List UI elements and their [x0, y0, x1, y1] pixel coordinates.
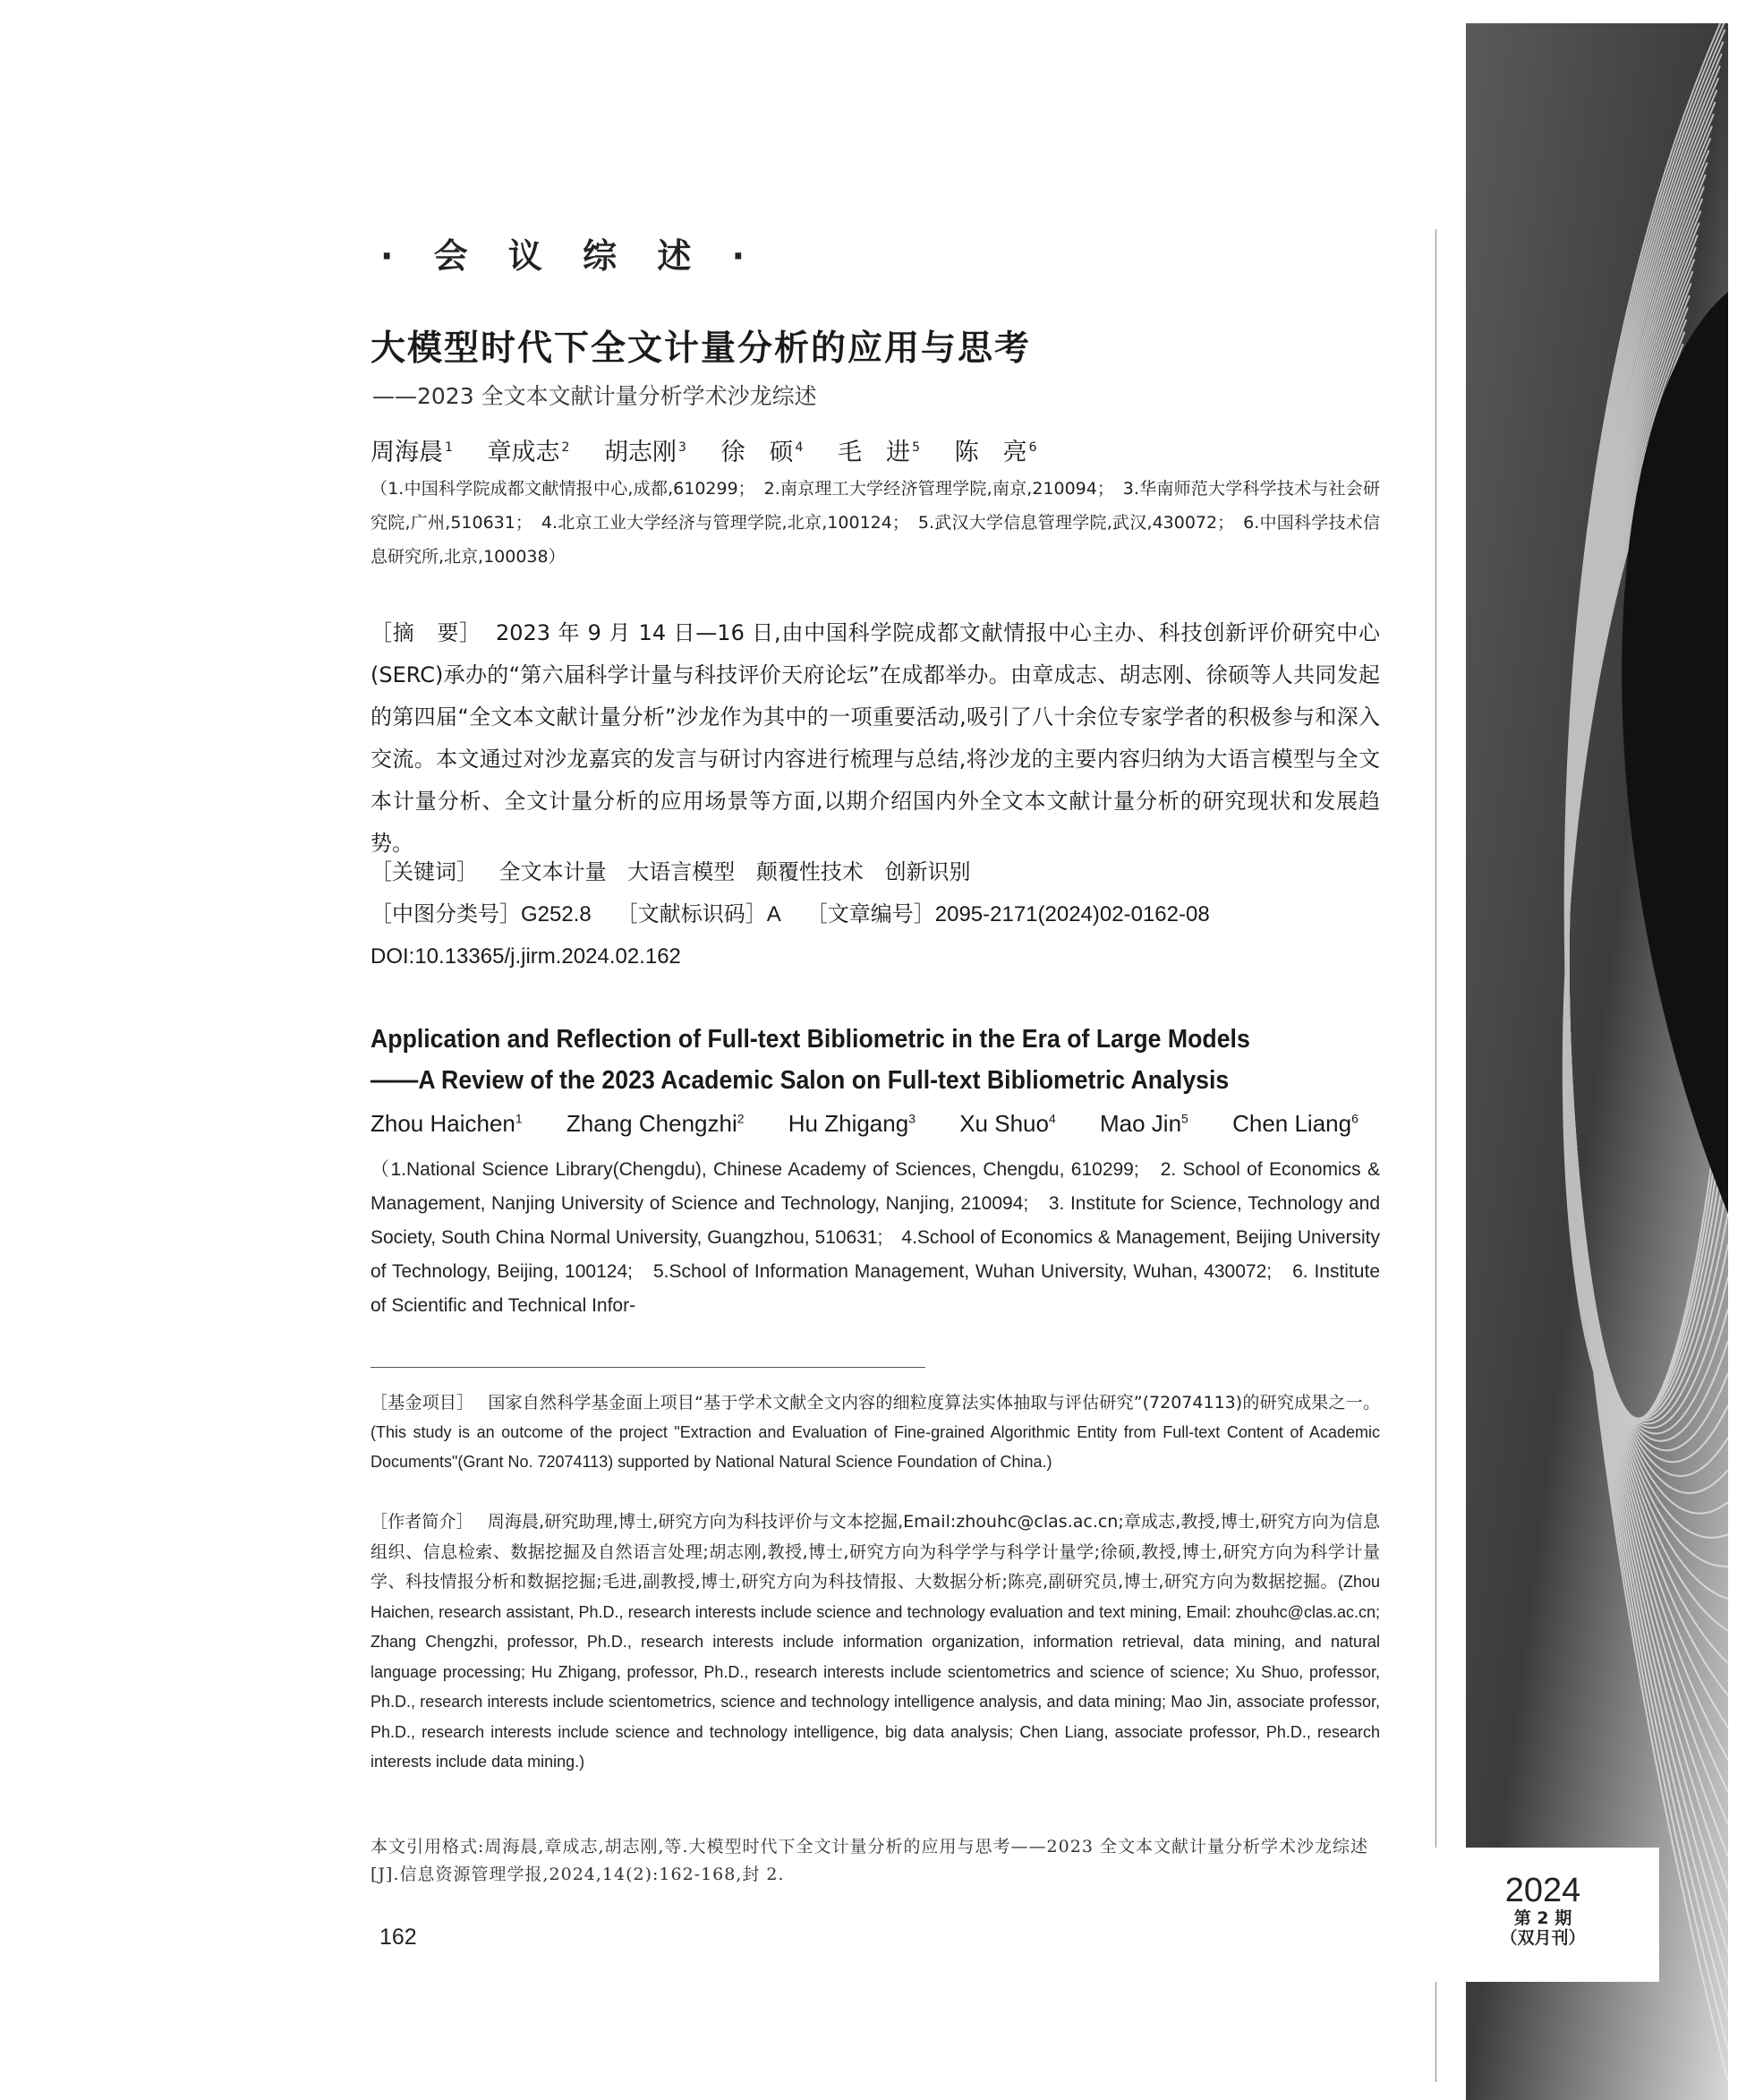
- author-en: Xu Shuo$^4$: [959, 1110, 1056, 1137]
- author-bio-note: [370, 1507, 1380, 1778]
- article-number-label: ［文章编号］: [805, 901, 935, 926]
- author-cn: 陈 亮 $^6$: [954, 439, 1037, 466]
- author-cn: 章成志 $^2$: [487, 439, 570, 466]
- page-number: 162: [379, 1925, 417, 1950]
- authors-cn: [370, 432, 1064, 467]
- keyword: 颠覆性技术: [755, 859, 864, 884]
- margin-rule: [1435, 229, 1436, 2082]
- title-en-line1: Application and Reflection of Full-text Bibliometric in the Era of Large Models: [370, 1025, 1250, 1054]
- affiliations-cn: （1.中国科学院成都文献情报中心,成都,610299； 2.南京理工大学经济管理学院,南京,210094； 3.华南师范大学科学技术与社会研究院,广州,510631； 4.北京工业大学经济与管理学院,北京,100124； 5.武汉大学信息管理学院,武汉,430072； 6.中国科学技术信息研究所,北京,100038）: [370, 479, 1380, 567]
- author-cn: 徐 硕 $^4$: [720, 439, 804, 466]
- title-cn: 大模型时代下全文计量分析的应用与思考: [370, 329, 1032, 369]
- footnote-rule: [370, 1367, 925, 1368]
- doi: DOI:10.13365/j.jirm.2024.02.162: [370, 944, 681, 969]
- fund-text-cn: 国家自然科学基金面上项目“基于学术文献全文内容的细粒度算法实体抽取与评估研究”(72074113)的研究成果之一。: [488, 1393, 1380, 1413]
- cover-swirl-graphic: [1466, 23, 1728, 2100]
- doc-code-label: ［文献标识码］: [616, 901, 767, 926]
- abstract-text: 2023 年 9 月 14 日—16 日,由中国科学院成都文献情报中心主办、科技创新评价研究中心(SERC)承办的“第六届科学计量与科技评价天府论坛”在成都举办。由章成志、胡志刚、徐硕等人共同发起的第四届“全文本文献计量分析”沙龙作为其中的一项重要活动,吸引了八十余位专家学者的积极参与和深入交流。本文通过对沙龙嘉宾的发言与研讨内容进行梳理与总结,将沙龙的主要内容归纳为大语言模型与全文本计量分析、全文计量分析的应用场景等方面,以期介绍国内外全文本文献计量分析的研究现状和发展趋势。: [370, 620, 1381, 856]
- author-en: Zhou Haichen$^1$: [370, 1110, 523, 1137]
- keyword: 全文本计量: [498, 859, 607, 884]
- bio-text-cn: 周海晨,研究助理,博士,研究方向为科技评价与文本挖掘,Email:zhouhc@clas.ac.cn;章成志,教授,博士,研究方向为信息组织、信息检索、数据挖掘及自然语言处理;胡志刚,教授,博士,研究方向为科学学与科学计量学;徐硕,教授,博士,研究方向为科学计量学、科技情报分析和数据挖掘;毛进,副教授,博士,研究方向为科技情报、大数据分析;陈亮,副研究员,博士,研究方向为数据挖掘。: [370, 1512, 1380, 1592]
- clc-value: G252.8: [521, 902, 592, 926]
- fund-note: [370, 1388, 1380, 1477]
- author-en: Zhang Chengzhi$^2$: [566, 1110, 745, 1137]
- author-cn: 周海晨 $^1$: [370, 439, 453, 466]
- author-cn: 毛 进 $^5$: [838, 439, 920, 466]
- section-label: · 会 议 综 述 ·: [380, 236, 760, 276]
- cover-decoration: [1466, 23, 1728, 2100]
- bio-label: ［作者简介］: [370, 1512, 473, 1532]
- keywords: [370, 851, 1380, 893]
- title-en: [370, 1019, 1391, 1101]
- keywords-label: ［关键词］: [370, 859, 478, 884]
- keyword: 大语言模型: [627, 859, 736, 884]
- author-cn: 胡志刚 $^3$: [604, 439, 686, 466]
- publication-frequency: （双月刊）: [1500, 1928, 1586, 1948]
- fund-text-en: (This study is an outcome of the project "Extraction and Evaluation of Fine-grained Algorithmic Entity from Full-text Content of Academic Documents"(Grant No. 72074113) supported by National Natural Science Foundation of China.): [370, 1423, 1380, 1471]
- authors-en: [370, 1110, 1396, 1138]
- subtitle-cn: ——2023 全文本文献计量分析学术沙龙综述: [372, 383, 817, 409]
- bio-text-en: (Zhou Haichen, research assistant, Ph.D., research interests include science and technology evaluation and text mining, Email: zhouhc@clas.ac.cn; Zhang Chengzhi, professor, Ph.D., research interests include information organization, information retrieval, data mining, and natural language processing; Hu Zhigang, professor, Ph.D., research interests include scientometrics and science of science; Xu Shuo, professor, Ph.D., research interests include scientometrics, science and technology intelligence analysis, and data mining; Mao Jin, associate professor, Ph.D., research interests include science and technology intelligence, big data analysis; Chen Liang, associate professor, Ph.D., research interests include data mining.): [370, 1573, 1380, 1771]
- fund-label: ［基金项目］: [370, 1393, 474, 1413]
- abstract: [370, 612, 1380, 865]
- abstract-label: ［摘 要］: [370, 620, 481, 645]
- year: 2024: [1504, 1872, 1581, 1909]
- clc-label: ［中图分类号］: [370, 901, 521, 926]
- doc-code-value: A: [766, 902, 781, 926]
- article-number-value: 2095-2171(2024)02-0162-08: [934, 902, 1210, 926]
- classification-line: [370, 893, 1380, 935]
- issue-number: 第 2 期: [1513, 1908, 1572, 1928]
- title-en-line2: ——A Review of the 2023 Academic Salon on Full-text Bibliometric Analysis: [370, 1066, 1230, 1095]
- issue-box: [1427, 1848, 1659, 1982]
- author-en: Hu Zhigang$^3$: [788, 1110, 916, 1137]
- keyword: 创新识别: [884, 859, 971, 884]
- author-en: Chen Liang$^6$: [1232, 1110, 1358, 1137]
- citation-format: 本文引用格式:周海晨,章成志,胡志刚,等.大模型时代下全文计量分析的应用与思考——2023 全文本文献计量分析学术沙龙综述[J].信息资源管理学报,2024,14(2):162-168,封 2.: [370, 1837, 1368, 1884]
- author-en: Mao Jin$^5$: [1100, 1110, 1188, 1137]
- affiliations-en: （1.National Science Library(Chengdu), Chinese Academy of Sciences, Chengdu, 610299; 2. School of Economics & Management, Nanjing University of Science and Technology, Nanjing, 210094; 3. Institute for Science, Technology and Society, South China Normal University, Guangzhou, 510631; 4.School of Economics & Management, Beijing University of Technology, Beijing, 100124; 5.School of Information Management, Wuhan University, Wuhan, 430072; 6. Institute of Scientific and Technical Infor-: [370, 1159, 1380, 1316]
